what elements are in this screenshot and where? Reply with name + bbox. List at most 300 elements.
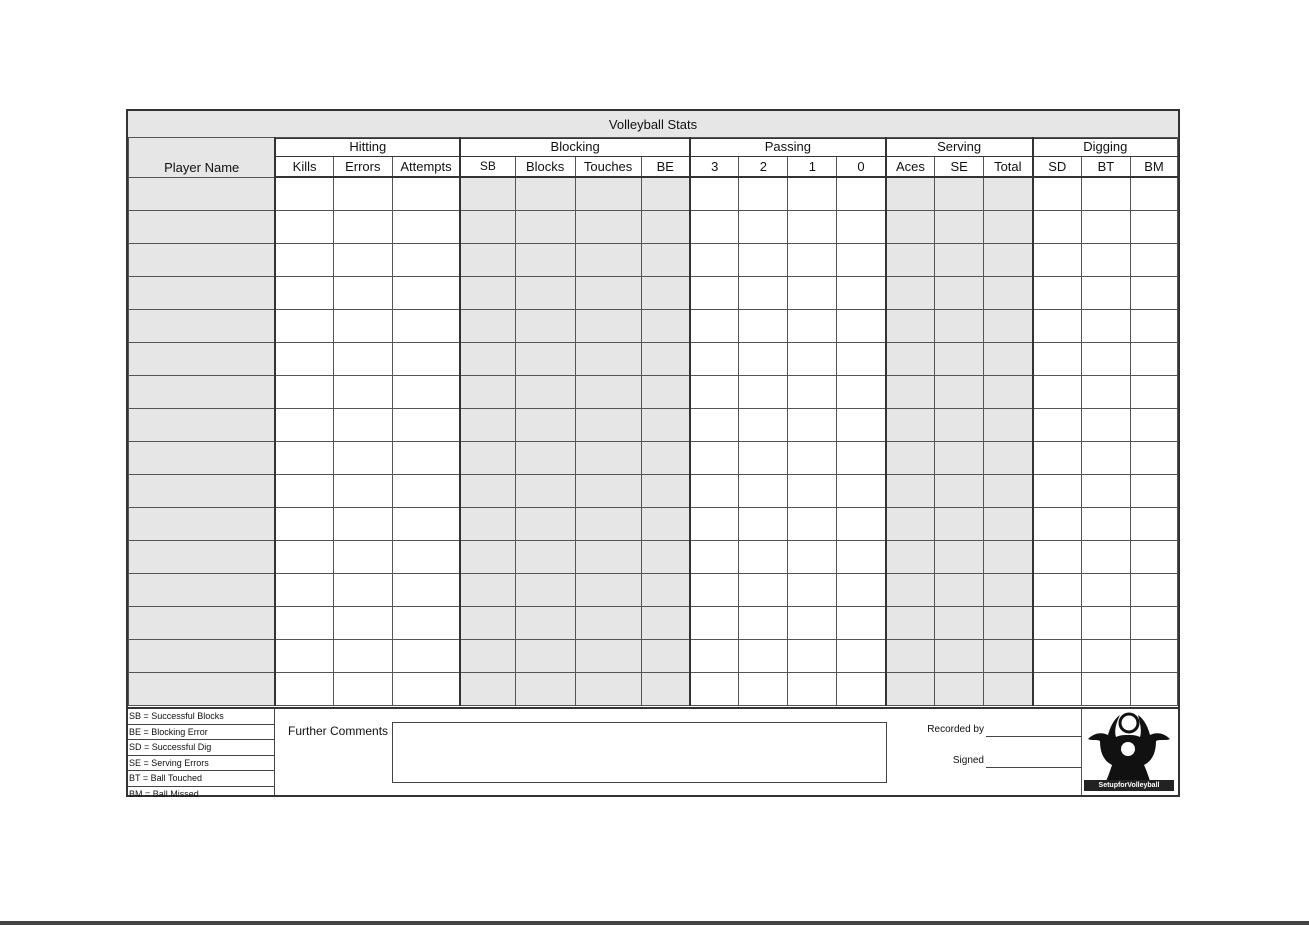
stat-cell[interactable] — [788, 343, 837, 376]
stat-cell[interactable] — [333, 177, 392, 211]
stat-cell[interactable] — [275, 343, 333, 376]
stat-cell[interactable] — [641, 277, 690, 310]
stat-cell[interactable] — [984, 640, 1033, 673]
stat-cell[interactable] — [788, 541, 837, 574]
stat-cell[interactable] — [739, 640, 788, 673]
stat-cell[interactable] — [886, 343, 935, 376]
stat-cell[interactable] — [984, 541, 1033, 574]
stat-cell[interactable] — [886, 442, 935, 475]
stat-cell[interactable] — [837, 607, 886, 640]
stat-cell[interactable] — [392, 475, 460, 508]
player-name-cell[interactable] — [129, 574, 276, 607]
stat-cell[interactable] — [837, 376, 886, 409]
stat-cell[interactable] — [935, 244, 984, 277]
stat-cell[interactable] — [1033, 409, 1082, 442]
stat-cell[interactable] — [935, 376, 984, 409]
stat-cell[interactable] — [739, 177, 788, 211]
stat-cell[interactable] — [788, 177, 837, 211]
stat-cell[interactable] — [460, 673, 515, 706]
stat-cell[interactable] — [392, 343, 460, 376]
stats-sheet — [126, 109, 1180, 797]
stat-cell[interactable] — [984, 607, 1033, 640]
signed-line[interactable] — [986, 767, 1082, 768]
stat-cell[interactable] — [641, 508, 690, 541]
stat-cell[interactable] — [275, 177, 333, 211]
stat-cell[interactable] — [690, 211, 739, 244]
stat-cell[interactable] — [837, 574, 886, 607]
stat-cell[interactable] — [333, 310, 392, 343]
stat-cell[interactable] — [935, 574, 984, 607]
stat-cell[interactable] — [641, 177, 690, 211]
stat-cell[interactable] — [788, 574, 837, 607]
stat-cell[interactable] — [837, 310, 886, 343]
player-name-cell[interactable] — [129, 640, 276, 673]
stat-cell[interactable] — [739, 475, 788, 508]
stat-cell[interactable] — [690, 508, 739, 541]
stat-cell[interactable] — [984, 376, 1033, 409]
stat-cell[interactable] — [392, 211, 460, 244]
stat-cell[interactable] — [837, 177, 886, 211]
stat-cell[interactable] — [739, 211, 788, 244]
stat-cell[interactable] — [392, 673, 460, 706]
stat-cell[interactable] — [515, 508, 575, 541]
stat-cell[interactable] — [333, 607, 392, 640]
stat-cell[interactable] — [333, 673, 392, 706]
stat-cell[interactable] — [333, 442, 392, 475]
stat-cell[interactable] — [935, 277, 984, 310]
stat-cell[interactable] — [460, 607, 515, 640]
stat-cell[interactable] — [575, 442, 641, 475]
stat-cell[interactable] — [1130, 244, 1177, 277]
stat-cell[interactable] — [984, 574, 1033, 607]
stat-cell[interactable] — [275, 607, 333, 640]
player-name-cell[interactable] — [129, 343, 276, 376]
stat-cell[interactable] — [515, 640, 575, 673]
player-name-cell[interactable] — [129, 310, 276, 343]
stat-cell[interactable] — [935, 211, 984, 244]
stat-cell[interactable] — [460, 277, 515, 310]
stat-cell[interactable] — [460, 310, 515, 343]
stat-cell[interactable] — [575, 244, 641, 277]
stat-cell[interactable] — [392, 376, 460, 409]
player-name-cell[interactable] — [129, 409, 276, 442]
stat-cell[interactable] — [739, 442, 788, 475]
stat-cell[interactable] — [1081, 508, 1130, 541]
stat-cell[interactable] — [788, 508, 837, 541]
stat-cell[interactable] — [392, 409, 460, 442]
stat-cell[interactable] — [1081, 277, 1130, 310]
stat-cell[interactable] — [1130, 211, 1177, 244]
stat-cell[interactable] — [333, 343, 392, 376]
stat-cell[interactable] — [460, 640, 515, 673]
stat-cell[interactable] — [575, 177, 641, 211]
stat-cell[interactable] — [515, 574, 575, 607]
stat-cell[interactable] — [1033, 211, 1082, 244]
col-header-pass-3: 3 — [690, 157, 739, 178]
stat-cell[interactable] — [515, 277, 575, 310]
stat-cell[interactable] — [575, 574, 641, 607]
stat-cell[interactable] — [641, 673, 690, 706]
stat-cell[interactable] — [515, 310, 575, 343]
stat-cell[interactable] — [1033, 574, 1082, 607]
stat-cell[interactable] — [690, 574, 739, 607]
stat-cell[interactable] — [690, 475, 739, 508]
stat-cell[interactable] — [1081, 541, 1130, 574]
player-name-cell[interactable] — [129, 475, 276, 508]
stat-cell[interactable] — [1033, 673, 1082, 706]
stat-cell[interactable] — [690, 409, 739, 442]
stat-cell[interactable] — [984, 244, 1033, 277]
stat-cell[interactable] — [886, 310, 935, 343]
stat-cell[interactable] — [739, 574, 788, 607]
stat-cell[interactable] — [1081, 574, 1130, 607]
stat-cell[interactable] — [788, 640, 837, 673]
stat-cell[interactable] — [333, 409, 392, 442]
stat-cell[interactable] — [1033, 640, 1082, 673]
stat-cell[interactable] — [515, 673, 575, 706]
stat-cell[interactable] — [1081, 442, 1130, 475]
player-name-cell[interactable] — [129, 508, 276, 541]
stat-cell[interactable] — [1130, 640, 1177, 673]
stat-cell[interactable] — [460, 541, 515, 574]
stat-cell[interactable] — [788, 442, 837, 475]
stat-cell[interactable] — [837, 442, 886, 475]
stat-cell[interactable] — [275, 244, 333, 277]
stat-cell[interactable] — [1033, 244, 1082, 277]
stat-cell[interactable] — [788, 376, 837, 409]
stat-cell[interactable] — [886, 541, 935, 574]
stat-cell[interactable] — [935, 508, 984, 541]
stat-cell[interactable] — [575, 508, 641, 541]
stat-cell[interactable] — [392, 607, 460, 640]
stat-cell[interactable] — [1033, 508, 1082, 541]
stat-cell[interactable] — [935, 310, 984, 343]
stat-cell[interactable] — [1081, 310, 1130, 343]
stat-cell[interactable] — [788, 310, 837, 343]
stat-cell[interactable] — [788, 673, 837, 706]
stat-cell[interactable] — [886, 177, 935, 211]
stat-cell[interactable] — [641, 574, 690, 607]
stat-cell[interactable] — [739, 607, 788, 640]
stat-cell[interactable] — [837, 475, 886, 508]
stat-cell[interactable] — [575, 475, 641, 508]
stat-cell[interactable] — [515, 177, 575, 211]
stat-cell[interactable] — [886, 640, 935, 673]
stat-cell[interactable] — [1130, 541, 1177, 574]
stat-cell[interactable] — [886, 475, 935, 508]
stat-cell[interactable] — [641, 376, 690, 409]
stat-cell[interactable] — [1130, 508, 1177, 541]
player-name-cell[interactable] — [129, 607, 276, 640]
stat-cell[interactable] — [333, 277, 392, 310]
stat-cell[interactable] — [1130, 310, 1177, 343]
stat-cell[interactable] — [275, 574, 333, 607]
table-row — [129, 409, 1178, 442]
stat-cell[interactable] — [515, 409, 575, 442]
stat-cell[interactable] — [935, 409, 984, 442]
stat-cell[interactable] — [935, 607, 984, 640]
stat-cell[interactable] — [460, 442, 515, 475]
stat-cell[interactable] — [275, 475, 333, 508]
stat-cell[interactable] — [1033, 277, 1082, 310]
stat-cell[interactable] — [984, 343, 1033, 376]
stat-cell[interactable] — [690, 277, 739, 310]
stat-cell[interactable] — [333, 640, 392, 673]
stat-cell[interactable] — [460, 376, 515, 409]
stat-cell[interactable] — [739, 343, 788, 376]
stat-cell[interactable] — [837, 640, 886, 673]
stat-cell[interactable] — [392, 574, 460, 607]
stat-cell[interactable] — [690, 376, 739, 409]
stat-cell[interactable] — [788, 244, 837, 277]
stat-cell[interactable] — [837, 277, 886, 310]
stat-cell[interactable] — [460, 409, 515, 442]
legend-item: SB = Successful Blocks — [128, 709, 274, 725]
stat-cell[interactable] — [275, 541, 333, 574]
stat-cell[interactable] — [515, 442, 575, 475]
stat-cell[interactable] — [886, 376, 935, 409]
stat-cell[interactable] — [392, 508, 460, 541]
stat-cell[interactable] — [641, 475, 690, 508]
stat-cell[interactable] — [837, 343, 886, 376]
stat-cell[interactable] — [275, 310, 333, 343]
stat-cell[interactable] — [1033, 310, 1082, 343]
stat-cell[interactable] — [575, 343, 641, 376]
stat-cell[interactable] — [1130, 673, 1177, 706]
stat-cell[interactable] — [886, 673, 935, 706]
stat-cell[interactable] — [1081, 673, 1130, 706]
stat-cell[interactable] — [333, 574, 392, 607]
stat-cell[interactable] — [575, 310, 641, 343]
stat-cell[interactable] — [935, 640, 984, 673]
stat-cell[interactable] — [460, 475, 515, 508]
stat-cell[interactable] — [333, 244, 392, 277]
stat-cell[interactable] — [460, 343, 515, 376]
stat-cell[interactable] — [1033, 475, 1082, 508]
stat-cell[interactable] — [984, 673, 1033, 706]
stat-cell[interactable] — [641, 607, 690, 640]
stat-cell[interactable] — [886, 211, 935, 244]
stat-cell[interactable] — [1033, 177, 1082, 211]
stat-cell[interactable] — [837, 541, 886, 574]
stat-cell[interactable] — [837, 409, 886, 442]
stat-cell[interactable] — [739, 244, 788, 277]
stat-cell[interactable] — [788, 409, 837, 442]
stat-cell[interactable] — [886, 607, 935, 640]
stat-cell[interactable] — [690, 177, 739, 211]
stat-cell[interactable] — [392, 244, 460, 277]
stat-cell[interactable] — [333, 376, 392, 409]
stat-cell[interactable] — [1081, 244, 1130, 277]
stat-cell[interactable] — [460, 211, 515, 244]
player-name-cell[interactable] — [129, 177, 276, 211]
stat-cell[interactable] — [739, 310, 788, 343]
stat-cell[interactable] — [739, 409, 788, 442]
stat-cell[interactable] — [690, 541, 739, 574]
stat-cell[interactable] — [392, 277, 460, 310]
stat-cell[interactable] — [788, 277, 837, 310]
stat-cell[interactable] — [690, 343, 739, 376]
stat-cell[interactable] — [333, 475, 392, 508]
table-row — [129, 640, 1178, 673]
stat-cell[interactable] — [837, 673, 886, 706]
player-name-cell[interactable] — [129, 244, 276, 277]
stat-cell[interactable] — [1130, 343, 1177, 376]
stat-cell[interactable] — [641, 442, 690, 475]
stat-cell[interactable] — [1033, 376, 1082, 409]
stat-cell[interactable] — [1130, 607, 1177, 640]
stat-cell[interactable] — [935, 177, 984, 211]
stat-cell[interactable] — [275, 409, 333, 442]
stat-cell[interactable] — [575, 277, 641, 310]
stat-cell[interactable] — [984, 475, 1033, 508]
stat-cell[interactable] — [575, 673, 641, 706]
stat-cell[interactable] — [515, 211, 575, 244]
stat-cell[interactable] — [275, 673, 333, 706]
player-name-cell[interactable] — [129, 673, 276, 706]
stat-cell[interactable] — [690, 607, 739, 640]
stat-cell[interactable] — [984, 277, 1033, 310]
stat-cell[interactable] — [886, 244, 935, 277]
stat-cell[interactable] — [515, 343, 575, 376]
stat-cell[interactable] — [739, 376, 788, 409]
stat-cell[interactable] — [515, 607, 575, 640]
stat-cell[interactable] — [392, 310, 460, 343]
stat-cell[interactable] — [515, 475, 575, 508]
stat-cell[interactable] — [1130, 475, 1177, 508]
stat-cell[interactable] — [739, 541, 788, 574]
stat-cell[interactable] — [1081, 343, 1130, 376]
stat-cell[interactable] — [690, 244, 739, 277]
stat-cell[interactable] — [690, 442, 739, 475]
stat-cell[interactable] — [788, 211, 837, 244]
stat-cell[interactable] — [392, 640, 460, 673]
stat-cell[interactable] — [739, 508, 788, 541]
stat-cell[interactable] — [1130, 574, 1177, 607]
stat-cell[interactable] — [392, 177, 460, 211]
stat-cell[interactable] — [515, 244, 575, 277]
stat-cell[interactable] — [575, 607, 641, 640]
stat-cell[interactable] — [641, 409, 690, 442]
stat-cell[interactable] — [275, 442, 333, 475]
stat-cell[interactable] — [1130, 409, 1177, 442]
stat-cell[interactable] — [1081, 376, 1130, 409]
stat-cell[interactable] — [460, 508, 515, 541]
table-row — [129, 508, 1178, 541]
stat-cell[interactable] — [1081, 640, 1130, 673]
stat-cell[interactable] — [1033, 541, 1082, 574]
stat-cell[interactable] — [275, 508, 333, 541]
stat-cell[interactable] — [575, 541, 641, 574]
stat-cell[interactable] — [1081, 475, 1130, 508]
stat-cell[interactable] — [788, 607, 837, 640]
stat-cell[interactable] — [1081, 211, 1130, 244]
stat-cell[interactable] — [1081, 607, 1130, 640]
stat-cell[interactable] — [575, 211, 641, 244]
stat-cell[interactable] — [739, 277, 788, 310]
stat-cell[interactable] — [1033, 607, 1082, 640]
stat-cell[interactable] — [333, 541, 392, 574]
stat-cell[interactable] — [641, 343, 690, 376]
player-name-cell[interactable] — [129, 211, 276, 244]
stat-cell[interactable] — [1081, 177, 1130, 211]
stat-cell[interactable] — [575, 640, 641, 673]
stat-cell[interactable] — [275, 211, 333, 244]
stat-cell[interactable] — [690, 673, 739, 706]
stat-cell[interactable] — [690, 640, 739, 673]
stat-cell[interactable] — [1081, 409, 1130, 442]
stat-cell[interactable] — [1033, 343, 1082, 376]
legend-item: SD = Successful Dig — [128, 740, 274, 756]
stat-cell[interactable] — [984, 508, 1033, 541]
stat-cell[interactable] — [575, 409, 641, 442]
stat-cell[interactable] — [1130, 177, 1177, 211]
stat-cell[interactable] — [690, 310, 739, 343]
stat-cell[interactable] — [984, 409, 1033, 442]
col-header-pass-0: 0 — [837, 157, 886, 178]
stat-cell[interactable] — [788, 475, 837, 508]
player-name-cell[interactable] — [129, 376, 276, 409]
stat-cell[interactable] — [641, 211, 690, 244]
player-name-cell[interactable] — [129, 277, 276, 310]
stat-cell[interactable] — [641, 244, 690, 277]
stat-cell[interactable] — [1130, 277, 1177, 310]
stat-cell[interactable] — [641, 310, 690, 343]
stat-cell[interactable] — [935, 475, 984, 508]
player-name-cell[interactable] — [129, 541, 276, 574]
stat-cell[interactable] — [935, 442, 984, 475]
stat-cell[interactable] — [641, 640, 690, 673]
stat-cell[interactable] — [275, 376, 333, 409]
stat-cell[interactable] — [935, 673, 984, 706]
stat-cell[interactable] — [515, 541, 575, 574]
stat-cell[interactable] — [837, 244, 886, 277]
stat-cell[interactable] — [641, 541, 690, 574]
stat-cell[interactable] — [275, 640, 333, 673]
stat-cell[interactable] — [392, 541, 460, 574]
stat-cell[interactable] — [392, 442, 460, 475]
stat-cell[interactable] — [984, 211, 1033, 244]
stat-cell[interactable] — [333, 211, 392, 244]
stat-cell[interactable] — [935, 343, 984, 376]
stat-cell[interactable] — [935, 541, 984, 574]
stat-cell[interactable] — [984, 442, 1033, 475]
stat-cell[interactable] — [460, 244, 515, 277]
stat-cell[interactable] — [837, 508, 886, 541]
stat-cell[interactable] — [886, 574, 935, 607]
stat-cell[interactable] — [886, 409, 935, 442]
stat-cell[interactable] — [460, 574, 515, 607]
stat-cell[interactable] — [837, 211, 886, 244]
stat-cell[interactable] — [275, 277, 333, 310]
stat-cell[interactable] — [984, 310, 1033, 343]
stat-cell[interactable] — [1130, 376, 1177, 409]
stat-cell[interactable] — [515, 376, 575, 409]
further-comments-box[interactable] — [392, 722, 887, 783]
stat-cell[interactable] — [886, 277, 935, 310]
stat-cell[interactable] — [984, 177, 1033, 211]
stat-cell[interactable] — [1130, 442, 1177, 475]
recorded-by-line[interactable] — [986, 736, 1082, 737]
stat-cell[interactable] — [460, 177, 515, 211]
player-name-cell[interactable] — [129, 442, 276, 475]
stat-cell[interactable] — [575, 376, 641, 409]
col-header-attempts: Attempts — [392, 157, 460, 178]
stat-cell[interactable] — [333, 508, 392, 541]
stat-cell[interactable] — [739, 673, 788, 706]
stat-cell[interactable] — [1033, 442, 1082, 475]
stat-cell[interactable] — [886, 508, 935, 541]
